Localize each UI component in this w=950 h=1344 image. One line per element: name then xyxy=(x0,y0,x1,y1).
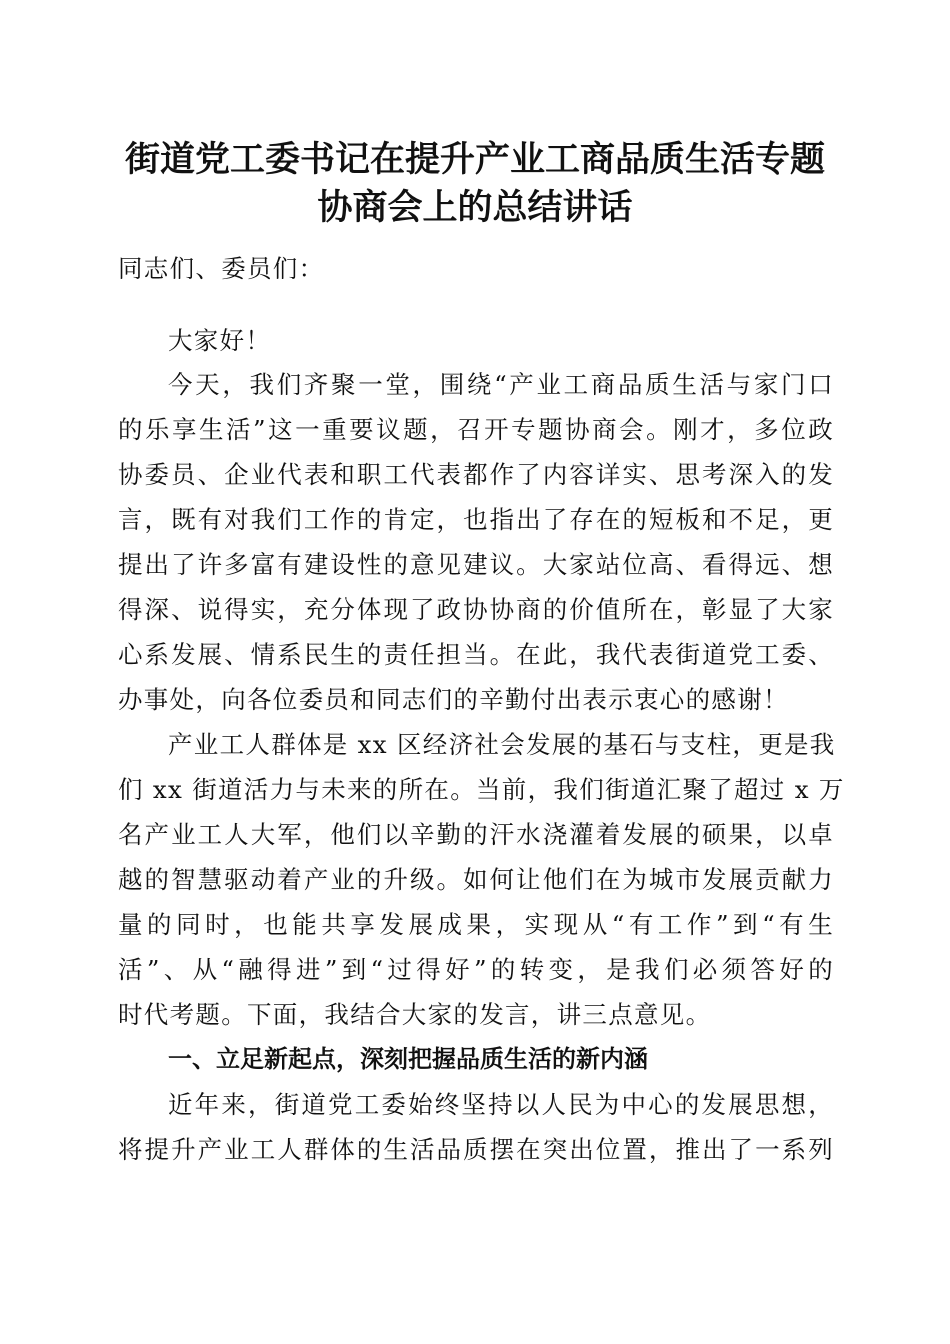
paragraph-2-line: 量的同时，也能共享发展成果，实现从“有工作”到“有生 xyxy=(118,910,834,939)
paragraph-1-line: 心系发展、情系民生的责任担当。在此，我代表街道党工委、 xyxy=(118,640,834,669)
paragraph-2-line: 名产业工人大军，他们以辛勤的汗水浇灌着发展的硕果，以卓 xyxy=(118,820,834,849)
paragraph-1-line: 言，既有对我们工作的肯定，也指出了存在的短板和不足，更 xyxy=(118,505,834,534)
paragraph-2-line: 越的智慧驱动着产业的升级。如何让他们在为城市发展贡献力 xyxy=(118,865,834,894)
paragraph-1-line: 协委员、企业代表和职工代表都作了内容详实、思考深入的发 xyxy=(118,460,834,489)
paragraph-2-line: 活”、从“融得进”到“过得好”的转变，是我们必须答好的 xyxy=(118,955,834,984)
document-title-line-2: 协商会上的总结讲话 xyxy=(317,187,633,228)
greeting: 大家好！ xyxy=(168,326,272,355)
paragraph-1-line: 提出了许多富有建设性的意见建议。大家站位高、看得远、想 xyxy=(118,550,834,579)
paragraph-1-line: 得深、说得实，充分体现了政协协商的价值所在，彰显了大家 xyxy=(118,595,834,624)
paragraph-3-line: 近年来，街道党工委始终坚持以人民为中心的发展思想， xyxy=(168,1090,834,1119)
paragraph-1-line: 的乐享生活”这一重要议题，召开专题协商会。刚才，多位政 xyxy=(118,415,834,444)
salutation: 同志们、委员们： xyxy=(118,254,325,283)
paragraph-2-line: 们 xx 街道活力与未来的所在。当前，我们街道汇聚了超过 x 万 xyxy=(118,775,845,804)
document-title-line-1: 街道党工委书记在提升产业工商品质生活专题 xyxy=(124,139,825,180)
paragraph-3-line: 将提升产业工人群体的生活品质摆在突出位置，推出了一系列 xyxy=(118,1135,834,1164)
section-1-heading: 一、立足新起点，深刻把握品质生活的新内涵 xyxy=(168,1045,648,1073)
paragraph-1-line: 今天，我们齐聚一堂，围绕“产业工商品质生活与家门口 xyxy=(168,370,834,399)
paragraph-2-line: 产业工人群体是 xx 区经济社会发展的基石与支柱，更是我 xyxy=(168,730,836,759)
paragraph-1-line: 办事处，向各位委员和同志们的辛勤付出表示衷心的感谢！ xyxy=(118,685,789,714)
paragraph-2-line: 时代考题。下面，我结合大家的发言，讲三点意见。 xyxy=(118,1000,712,1029)
